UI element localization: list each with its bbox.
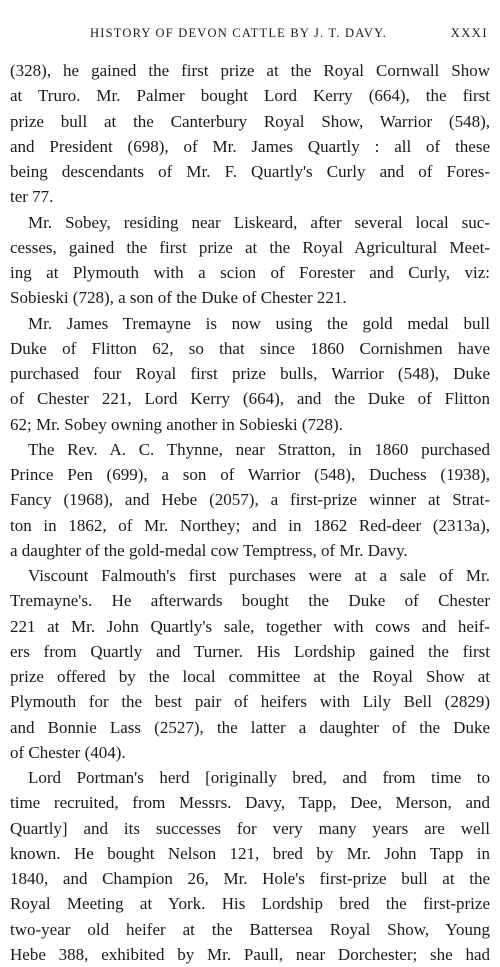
text-line: two-year old heifer at the Battersea Royal Show, Young [10, 919, 490, 939]
paragraph [10, 437, 490, 563]
paragraph [10, 58, 490, 210]
text-line: Mr. Sobey, residing near Liskeard, after several local suc- [28, 212, 490, 232]
body-text [10, 58, 490, 967]
text-line: cesses, gained the first prize at the Royal Agricultural Meet- [10, 237, 490, 257]
text-line: Duke of Flitton 62, so that since 1860 Cornishmen have [10, 338, 490, 358]
paragraph [10, 210, 490, 311]
text-line: ers from Quartly and Turner. His Lordship gained the first [10, 641, 490, 661]
text-line: ter 77. [10, 187, 54, 207]
text-line: purchased four Royal first prize bulls, Warrior (548), Duke [10, 364, 490, 383]
text-line: known. He bought Nelson 121, bred by Mr. John Tapp in [10, 843, 490, 863]
text-line: Viscount Falmouth's first purchases were at a sale of Mr. [28, 566, 490, 585]
page-number: XXXI [450, 26, 488, 40]
text-line: prize offered by the local committee at the Royal Show at [10, 667, 490, 686]
text-line: Sobieski (728), a son of the Duke of Chester 221. [10, 288, 347, 308]
running-title: HISTORY OF DEVON CATTLE BY J. T. DAVY. [90, 26, 388, 40]
text-line: Plymouth for the best pair of heifers with Lily Bell (2829) [10, 692, 490, 712]
text-line: and President (698), of Mr. James Quartly : all of these [10, 136, 490, 156]
paragraph [10, 765, 490, 967]
text-line: of Chester 221, Lord Kerry (664), and the Duke of Flitton [10, 389, 490, 409]
text-line: being descendants of Mr. F. Quartly's Curly and of Fores- [10, 162, 490, 181]
text-line: ton in 1862, of Mr. Northey; and in 1862 Red-deer (2313a), [10, 515, 490, 535]
text-line: at Truro. Mr. Palmer bought Lord Kerry (664), the first [10, 86, 490, 106]
text-line: Mr. James Tremayne is now using the gold medal bull [28, 313, 490, 333]
text-line: ing at Plymouth with a scion of Forester and Curly, viz: [10, 263, 490, 282]
text-line: The Rev. A. C. Thynne, near Stratton, in 1860 purchased [28, 439, 490, 459]
text-line: (328), he gained the first prize at the Royal Cornwall Show [10, 61, 490, 80]
text-line: 221 at Mr. John Quartly's sale, together with cows and heif- [10, 616, 490, 636]
text-line: of Chester (404). [10, 742, 126, 762]
text-line: Fancy (1968), and Hebe (2057), a first-prize winner at Strat- [10, 490, 490, 510]
text-line: Hebe 388, exhibited by Mr. Paull, near Dorchester; she had [10, 944, 490, 964]
text-line: and Bonnie Lass (2527), the latter a daughter of the Duke [10, 717, 490, 737]
text-line: Lord Portman's herd [originally bred, and from time to [28, 768, 490, 787]
text-line: 62; Mr. Sobey owning another in Sobieski (728). [10, 414, 343, 434]
text-line: Royal Meeting at York. His Lordship bred the first-prize [10, 894, 490, 914]
paragraph [10, 563, 490, 765]
text-line: prize bull at the Canterbury Royal Show, Warrior (548), [10, 111, 490, 131]
paragraph [10, 311, 490, 437]
text-line: Tremayne's. He afterwards bought the Duke of Chester [10, 591, 490, 611]
text-line: 1840, and Champion 26, Mr. Hole's first-prize bull at the [10, 869, 490, 888]
text-line: a daughter of the gold-medal cow Temptress, of Mr. Davy. [10, 540, 408, 560]
running-head [10, 26, 488, 46]
text-line: Prince Pen (699), a son of Warrior (548), Duchess (1938), [10, 465, 490, 484]
text-line: time recruited, from Messrs. Davy, Tapp, Dee, Merson, and [10, 793, 490, 813]
text-line: Quartly] and its successes for very many years are well [10, 818, 490, 838]
